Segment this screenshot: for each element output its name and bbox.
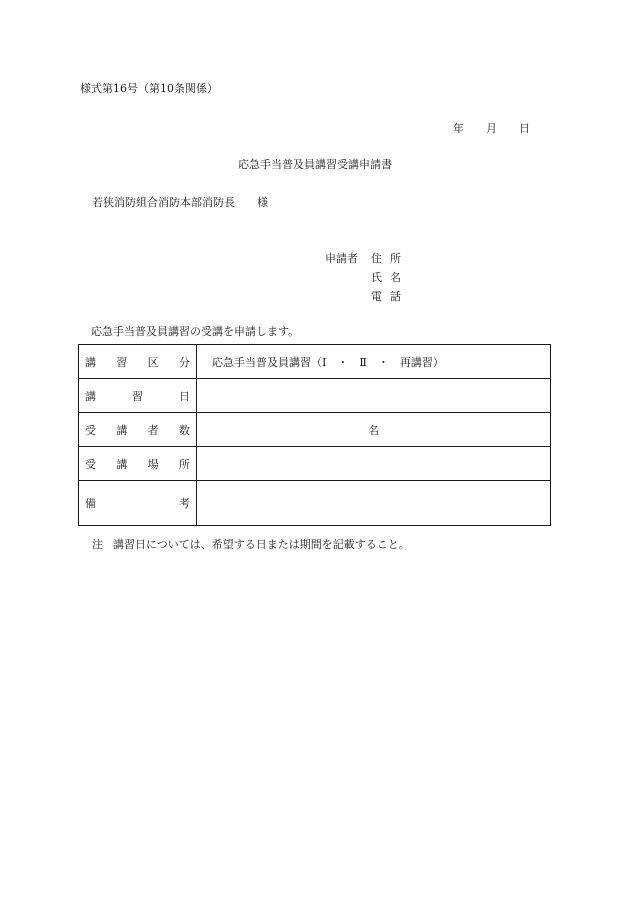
table-row bbox=[79, 379, 551, 413]
date-year-label: 年 bbox=[453, 122, 464, 135]
table-row bbox=[79, 413, 551, 447]
label-char: 考 bbox=[179, 497, 190, 510]
label-char: 講 bbox=[116, 457, 128, 471]
date-month-label: 月 bbox=[486, 122, 497, 135]
course-date-label bbox=[79, 379, 197, 413]
applicant-heading: 申請者 bbox=[325, 252, 358, 265]
course-venue-label bbox=[79, 447, 197, 481]
label-char: 区 bbox=[147, 355, 159, 369]
remarks-value[interactable] bbox=[197, 481, 551, 526]
date-line bbox=[453, 120, 530, 136]
footnote bbox=[92, 536, 410, 552]
form-number: 様式第16号（第10条関係） bbox=[80, 82, 218, 95]
label-char: 場 bbox=[147, 457, 159, 471]
remarks-label bbox=[79, 481, 197, 526]
label-char: 受 bbox=[85, 423, 96, 437]
course-venue-value[interactable] bbox=[197, 447, 551, 481]
addressee-honorific: 様 bbox=[257, 196, 268, 209]
label-char: 習 bbox=[132, 389, 143, 403]
applicant-phone-label: 電話 bbox=[371, 290, 409, 303]
footnote-mark: 注 bbox=[92, 538, 103, 551]
footnote-text: 講習日については、希望する日または期間を記載すること。 bbox=[113, 538, 410, 551]
intro-text: 応急手当普及員講習の受講を申請します。 bbox=[91, 325, 300, 338]
course-category-value[interactable]: 応急手当普及員講習（Ⅰ ・ Ⅱ ・ 再講習） bbox=[197, 345, 551, 379]
label-char: 分 bbox=[178, 355, 190, 369]
table-row bbox=[79, 481, 551, 526]
label-char: 備 bbox=[85, 497, 96, 510]
label-char: 受 bbox=[85, 457, 96, 471]
addressee-name: 若狭消防組合消防本部消防長 bbox=[92, 196, 235, 209]
label-char: 習 bbox=[116, 355, 128, 369]
label-char: 数 bbox=[178, 423, 190, 437]
label-char: 講 bbox=[85, 389, 96, 403]
course-date-value[interactable] bbox=[197, 379, 551, 413]
label-char: 日 bbox=[179, 389, 190, 403]
application-table bbox=[78, 344, 551, 526]
table-row bbox=[79, 447, 551, 481]
applicant-address-label: 住所 bbox=[371, 252, 409, 265]
document-title: 応急手当普及員講習受講申請書 bbox=[238, 158, 392, 171]
label-char: 所 bbox=[178, 457, 190, 471]
attendee-count-label bbox=[79, 413, 197, 447]
applicant-block bbox=[325, 249, 409, 306]
attendee-count-value[interactable]: 名 bbox=[197, 413, 551, 447]
label-char: 講 bbox=[85, 355, 96, 369]
addressee bbox=[92, 194, 268, 210]
applicant-name-label: 氏名 bbox=[371, 271, 409, 284]
date-day-label: 日 bbox=[519, 122, 530, 135]
label-char: 者 bbox=[147, 423, 159, 437]
table-row bbox=[79, 345, 551, 379]
course-category-label bbox=[79, 345, 197, 379]
label-char: 講 bbox=[116, 423, 128, 437]
